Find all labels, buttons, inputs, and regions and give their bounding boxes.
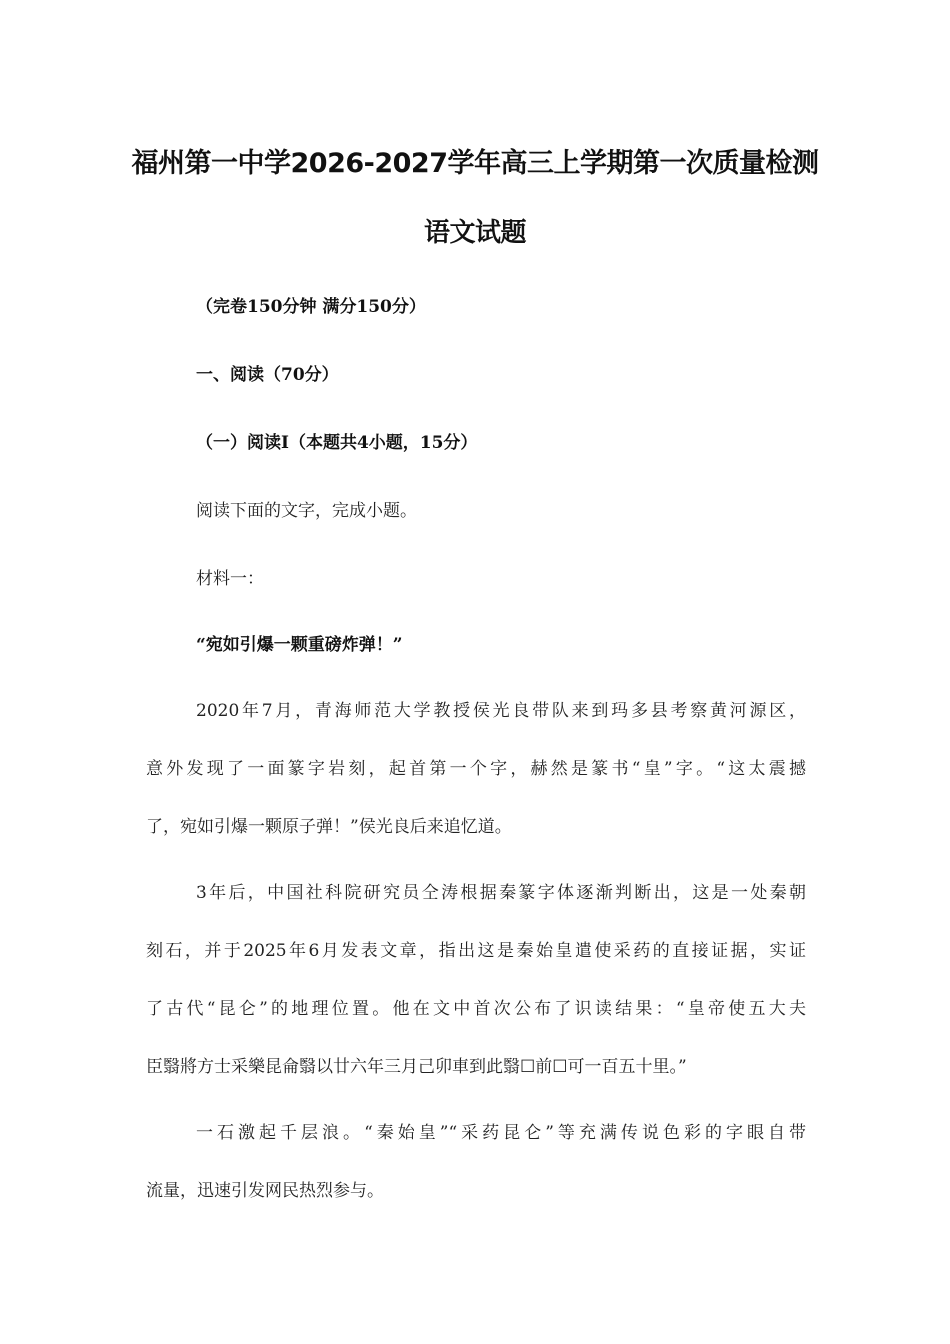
paragraph-line: 3年后，中国社科院研究员仝涛根据秦篆字体逐渐判断出，这是一处秦朝 xyxy=(196,883,806,903)
paragraph-line: 刻石，并于2025年6月发表文章，指出这是秦始皇遣使采药的直接证据，实证 xyxy=(146,941,806,961)
paragraph-line: 了，宛如引爆一颗原子弹！”侯光良后来追忆道。 xyxy=(146,817,512,837)
paragraph-line: 臣翳將方士采樂昆侖翳以廿六年三月己卯車到此翳☐前☐可一百五十里。” xyxy=(146,1057,687,1077)
material-label: 材料一： xyxy=(196,569,264,589)
section-heading: 一、阅读（70分） xyxy=(196,365,339,385)
document-title: 福州第一中学2026-2027学年高三上学期第一次质量检测 xyxy=(131,148,819,179)
instruction-text: 阅读下面的文字，完成小题。 xyxy=(196,501,417,521)
paragraph-line: 了古代“昆仑”的地理位置。他在文中首次公布了识读结果：“皇帝使五大夫 xyxy=(146,999,806,1019)
paragraph-line: 流量，迅速引发网民热烈参与。 xyxy=(146,1181,384,1201)
exam-info: （完卷150分钟 满分150分） xyxy=(196,297,426,317)
paragraph-line: 2020年7月，青海师范大学教授侯光良带队来到玛多县考察黄河源区， xyxy=(196,701,806,721)
subsection-heading: （一）阅读I（本题共4小题，15分） xyxy=(196,433,478,453)
document-subtitle: 语文试题 xyxy=(423,218,526,248)
material-heading: “宛如引爆一颗重磅炸弹！” xyxy=(196,635,403,655)
paragraph-line: 意外发现了一面篆字岩刻，起首第一个字，赫然是篆书“皇”字。“这太震撼 xyxy=(146,759,806,779)
paragraph-line: 一石激起千层浪。“秦始皇”“采药昆仑”等充满传说色彩的字眼自带 xyxy=(196,1123,806,1143)
